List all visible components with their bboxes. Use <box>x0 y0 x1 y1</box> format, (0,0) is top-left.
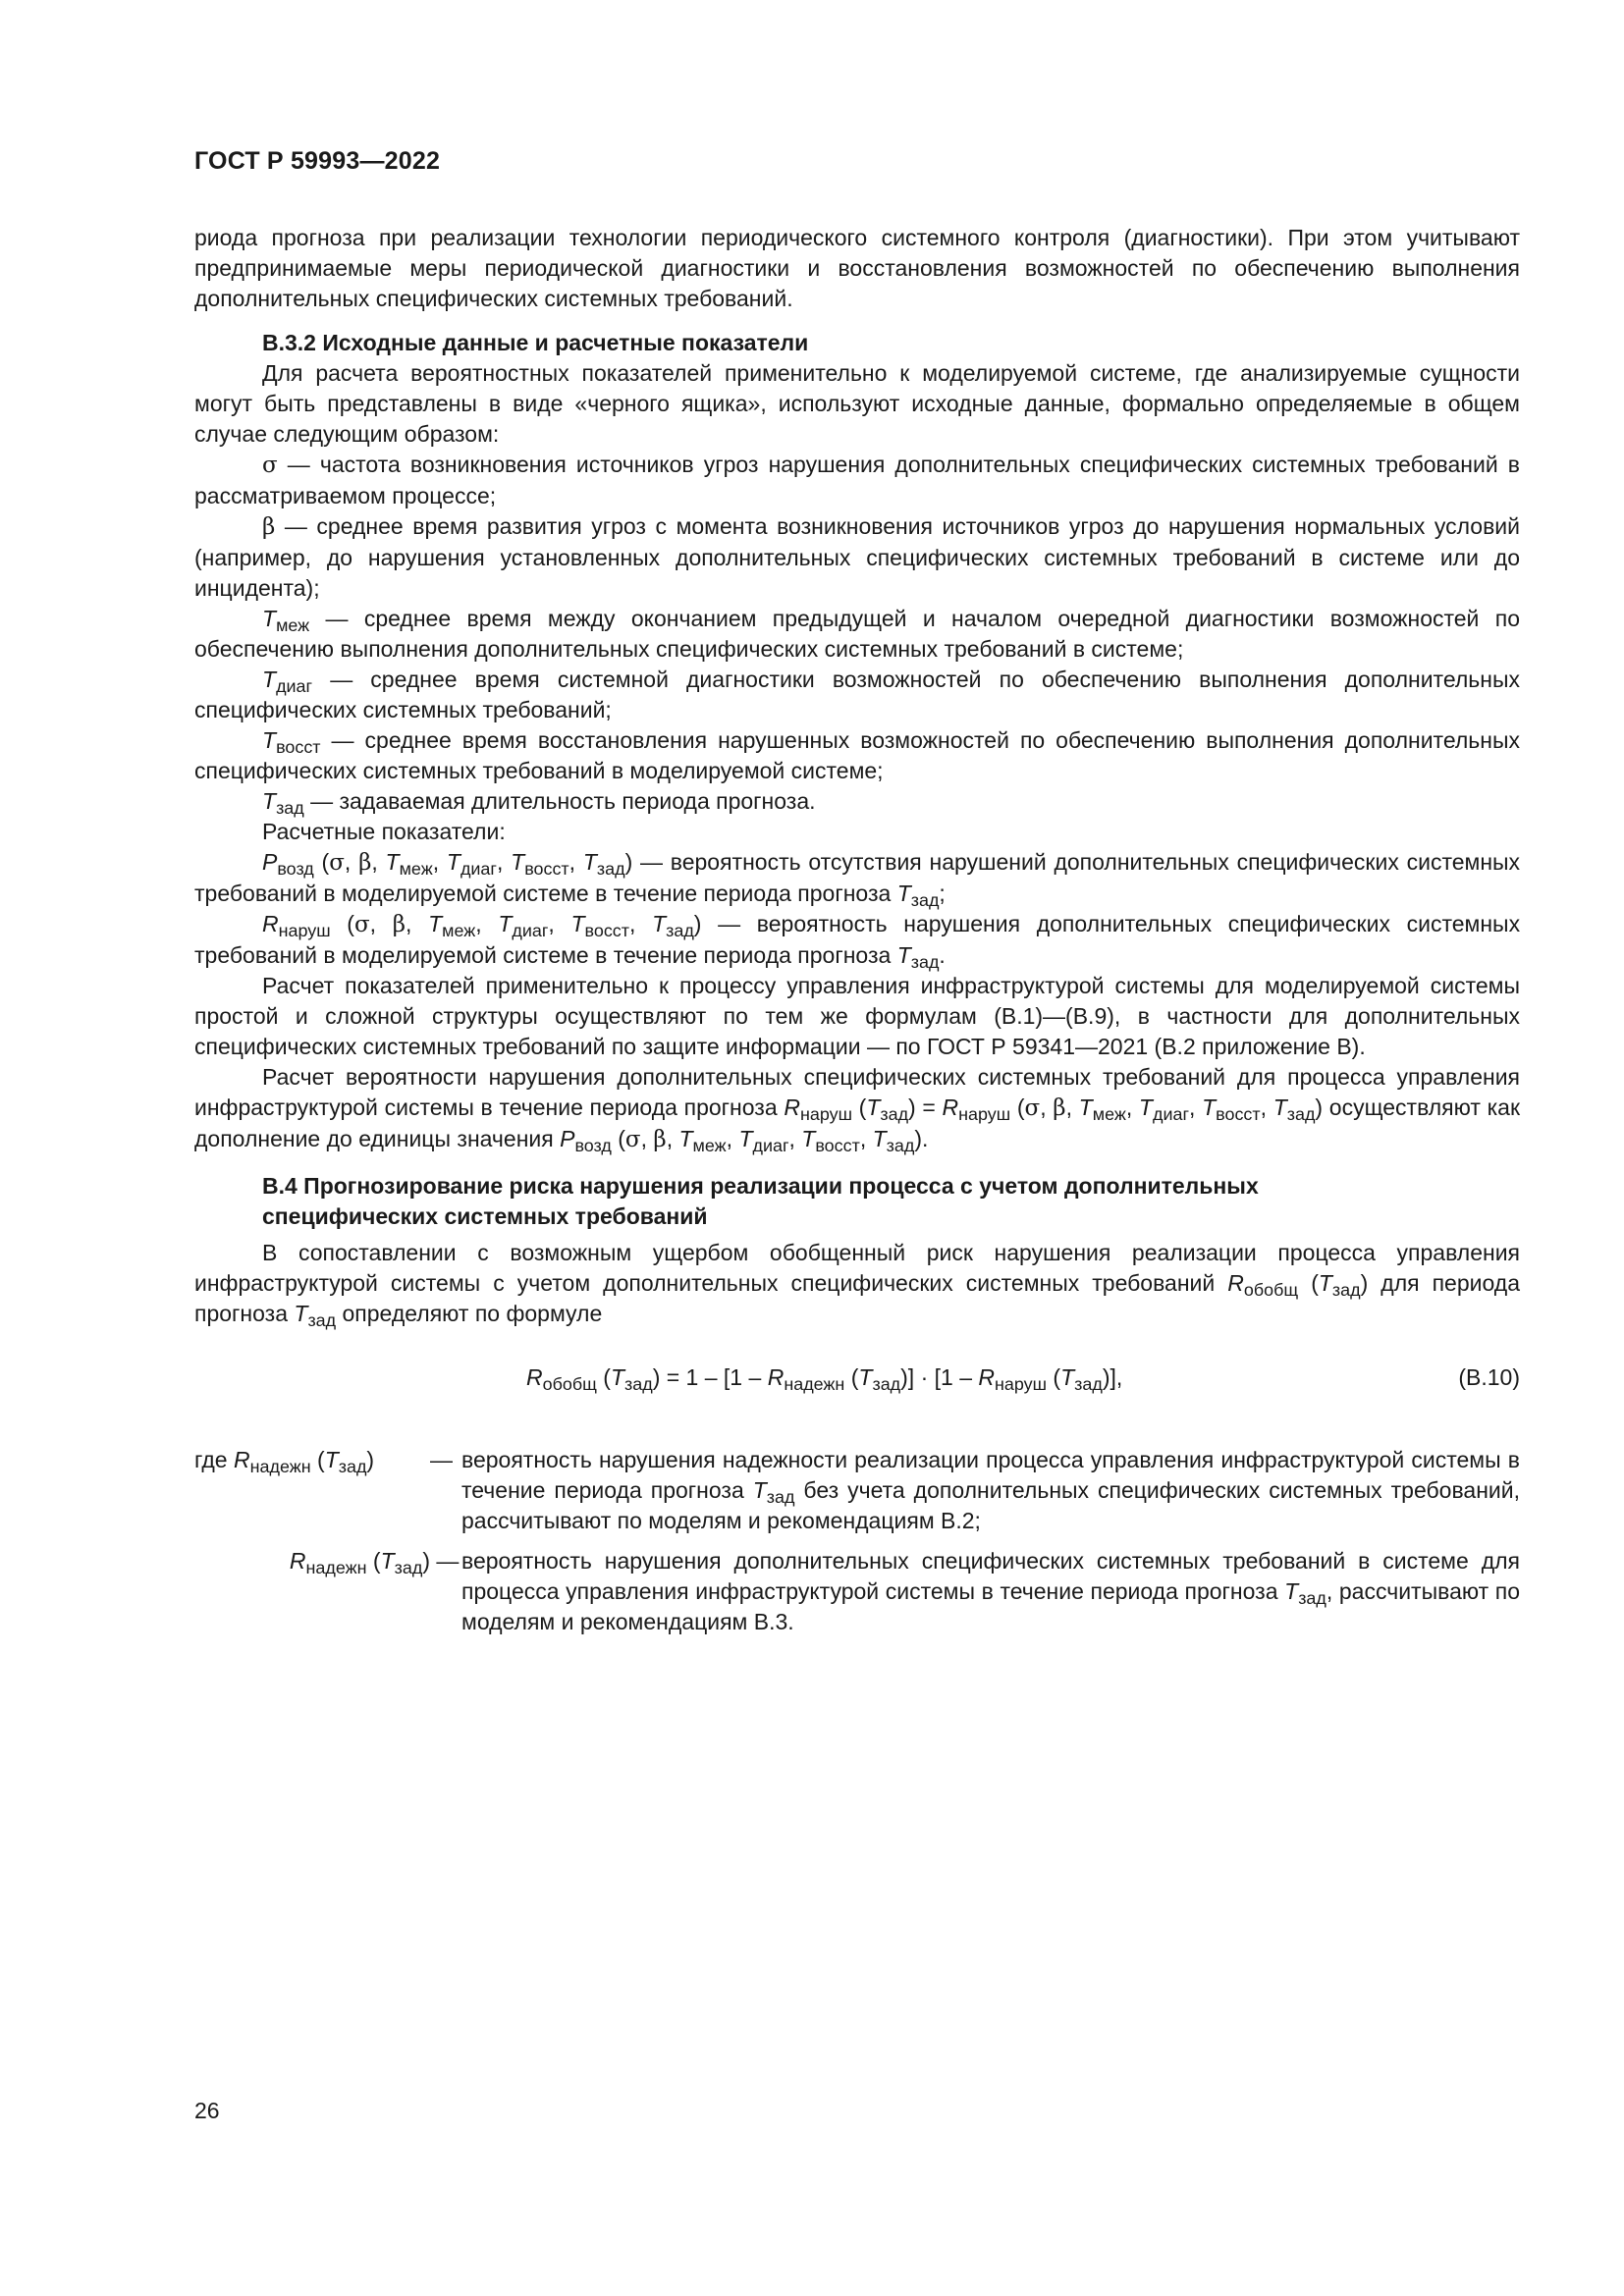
definition-dash: — <box>430 1447 453 1472</box>
definition-text: вероятность нарушения надежности реализации процесса управления инфраструктурой системы в течение периода прогноза $T_{зад}$ без учета дополнительных специфических системных требований, рассчитывают по моделям и рекомендациям В.2; <box>461 1447 1520 1533</box>
paragraph-calculation: Расчет показателей применительно к процессу управления инфраструктурой системы для моделируемой системы простой и сложной структуры осуществляют по тем же формулам (В.1)—(В.9), в частности для дополнительных специфических системных требований по защите информации — по ГОСТ Р 59341—2021 (В.2 приложение В). <box>194 973 1520 1059</box>
calculated-indicators-label: Расчетные показатели: <box>262 819 506 844</box>
document-header: ГОСТ Р 59993—2022 <box>194 147 441 175</box>
paragraph-risk-intro: В сопоставлении с возможным ущербом обобщенный риск нарушения реализации процесса управления инфраструктурой системы с учетом дополнительных специфических системных требований $R_{обобщ}$ $(T_{зад})$ для периода прогноза $T_{зад}$ определяют по формуле <box>194 1240 1520 1331</box>
definition-text: вероятность нарушения дополнительных специфических системных требований в системе для процесса управления инфраструктурой системы в течение периода прогноза $T_{зад}$, рассчитывают по моделям и рекомендациям В.3. <box>461 1548 1521 1634</box>
formula-number: (В.10) <box>1458 1364 1520 1390</box>
continuation-paragraph: риода прогноза при реализации технологии периодического системного контроля (диагностики). При этом учитывают предпринимаемые меры периодической диагностики и восстановления возможностей по обеспечению выполнения дополнительных специфических системных требований. <box>194 225 1520 311</box>
definition-r-narush: $R_{наруш}$ (σ, β, $T_{меж}$, $T_{диаг}$, $T_{восст}$, $T_{зад}$) — вероятность нарушения дополнительных специфических системных требований в моделируемой системе в течение периода прогноза $T_{зад}$. <box>194 911 1521 973</box>
definition-t-mezh: $T_{меж}$ — среднее время между окончанием предыдущей и началом очередной диагностики возможностей по обеспечению выполнения дополнительных специфических системных требований в системе; <box>194 606 1520 662</box>
definition-row-nadezhn <box>194 1445 1520 1536</box>
definition-row-narush <box>194 1546 1520 1637</box>
definition-term: $R_{надежн}$ $(T_{зад})$ <box>289 1548 430 1578</box>
page-number: 26 <box>194 2098 220 2123</box>
paragraph-probability: Расчет вероятности нарушения дополнительных специфических системных требований для процесса управления инфраструктурой системы в течение периода прогноза $R_{наруш}$ $(T_{зад}) = R_{наруш}$ (σ, β, $T_{меж}$, $T_{диаг}$, $T_{восст}$, $T_{зад}$) осуществляют как дополнение до единицы значения $P_{возд}$ (σ, β, $T_{меж}$, $T_{диаг}$, $T_{восст}$, $T_{зад}$). <box>194 1064 1521 1156</box>
definition-t-diag: $T_{диаг}$ — среднее время системной диагностики возможностей по обеспечению выполнения дополнительных специфических системных требований; <box>194 667 1521 722</box>
definition-t-vosst: $T_{восст}$ — среднее время восстановления нарушенных возможностей по обеспечению выполнения дополнительных специфических системных требований в моделируемой системе; <box>194 727 1520 783</box>
definition-t-zad: $T_{зад}$ — задаваемая длительность периода прогноза. <box>262 788 816 819</box>
definition-p-vozd: $P_{возд}$ (σ, β, $T_{меж}$, $T_{диаг}$, $T_{восст}$, $T_{зад}$) — вероятность отсутствия нарушений дополнительных специфических системных требований в моделируемой системе в течение периода прогноза $T_{зад}$; <box>194 849 1521 911</box>
section-heading-b4: В.4 Прогнозирование риска нарушения реализации процесса с учетом дополнительных специфических системных требований <box>262 1173 1259 1229</box>
definition-sigma: σ — частота возникновения источников угроз нарушения дополнительных специфических системных требований в рассматриваемом процессе; <box>194 452 1521 508</box>
formula-b10 <box>194 1362 1520 1421</box>
paragraph-input-data: Для расчета вероятностных показателей применительно к моделируемой системе, где анализируемые сущности могут быть представлены в виде «черного ящика», используют исходные данные, формально определяемые в общем случае следующим образом: <box>194 360 1520 447</box>
document-body <box>194 223 1520 1647</box>
definition-beta: β — среднее время развития угроз с момента возникновения источников угроз до нарушения нормальных условий (например, до нарушения установленных дополнительных специфических системных требований в системе или до инцидента); <box>194 513 1520 601</box>
formula-expression: $R_{обобщ}$ $(T_{зад}) = 1 - [1 - R_{надежн}$ $(T_{зад})] \cdot [1 - R_{наруш}$ $(T_{зад})$], <box>526 1364 1123 1395</box>
section-heading-b32: В.3.2 Исходные данные и расчетные показатели <box>262 330 809 355</box>
definition-term: где $R_{надежн}$ $(T_{зад})$ <box>194 1447 375 1477</box>
definition-dash: — <box>430 1548 460 1574</box>
formula-definitions <box>194 1445 1520 1637</box>
